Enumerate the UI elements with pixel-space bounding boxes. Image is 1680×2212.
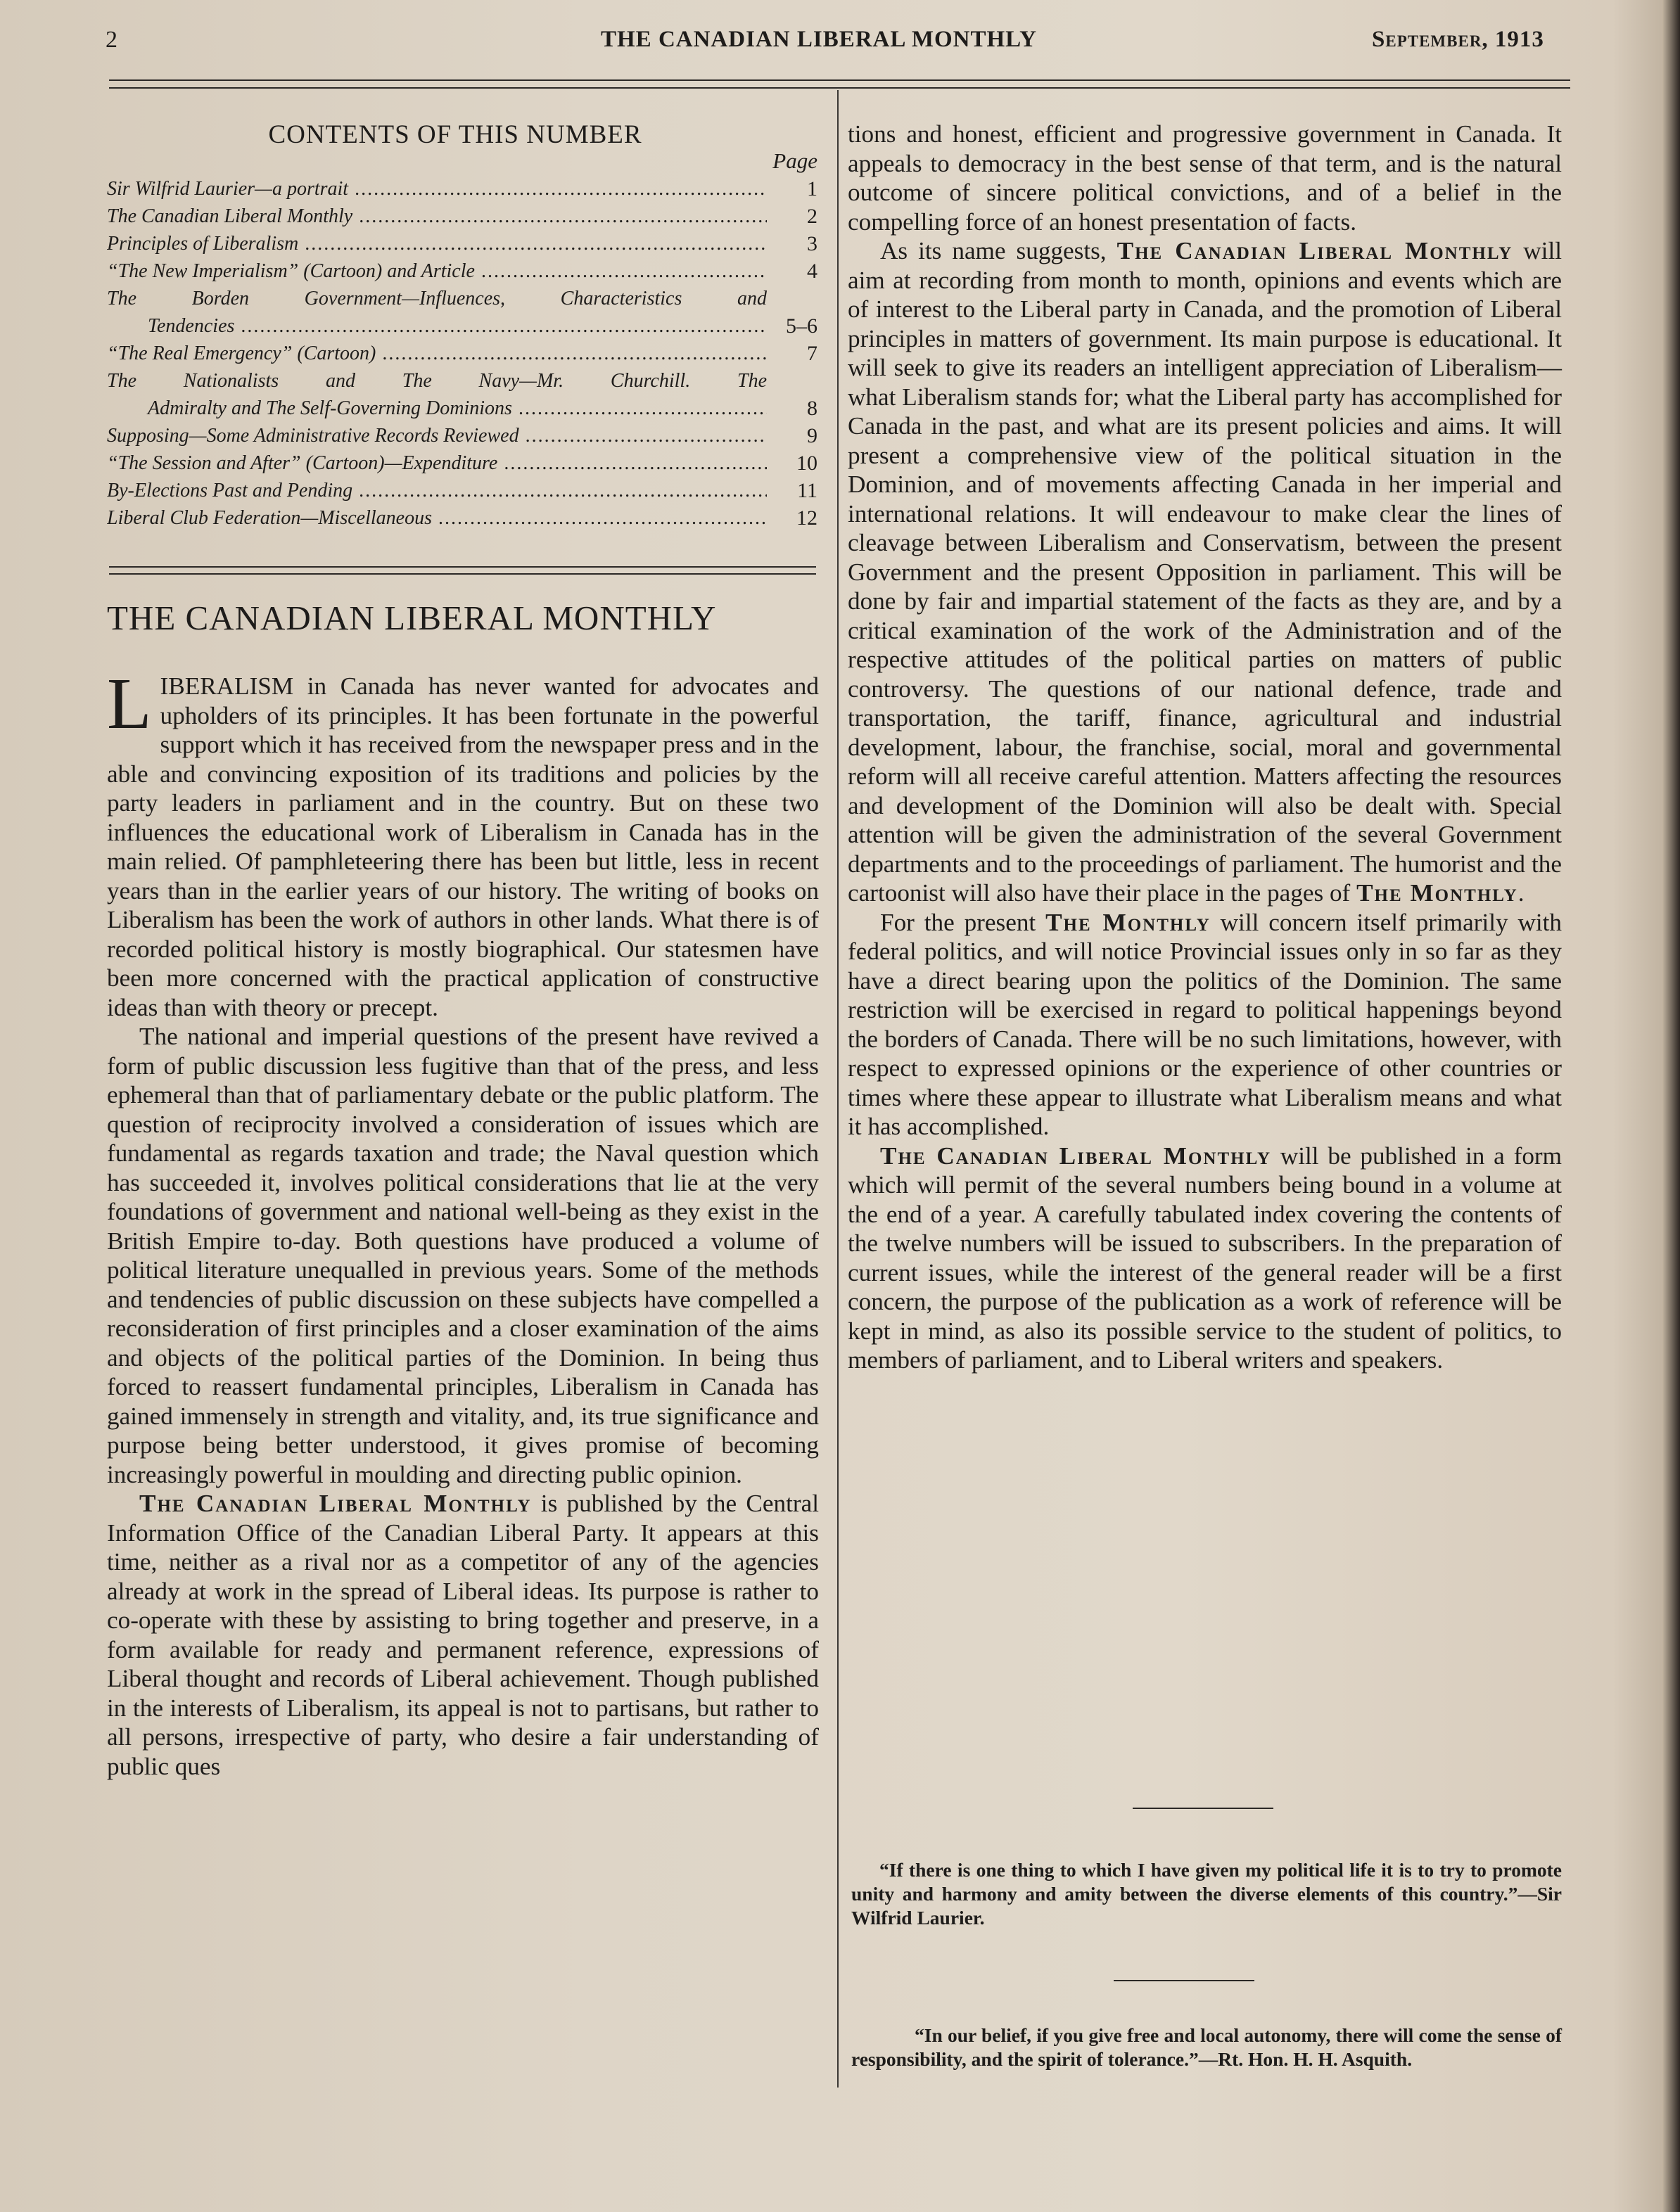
paragraph: The national and imperial questions of the present have revived a form of public discussion less fugitive than that of the press, and less ephemeral than that of parliamentary debate or the public platform. The question of reciprocity involved a consideration of issues which are fundamental as regards taxation and trade; the Naval question which has succeeded it, involves political considerations that lie at the very foundations of government and national well-being as they exist in the British Empire to-day. Both questions have produced a volume of political literature unequalled in previous years. Some of the methods and tendencies of public discussion on these subjects have compelled a reconsideration of first principles and a closer examination of the aims and objects of the political parties of the Dominion. In being thus forced to reassert fundamental principles, Liberalism in Canada has gained immensely in strength and vitality, and, its true significance and purpose being better understood, it gives promise of becoming increasingly powerful in moulding and directing public opinion. [107, 1023, 819, 1488]
paragraph: tions and honest, efficient and progressive government in Canada. It appeals to democracy in the best sense of that term, and is the natural outcome of sincere political convictions, and of a belief in the compelling force of an honest presentation of facts. [848, 120, 1562, 236]
drop-cap: L [107, 663, 152, 744]
paragraph: The Canadian Liberal Monthly will be published in a form which will permit of the several numbers being bound in a volume at the end of a year. A carefully tabulated index covering the contents of the twelve numbers will be issued to subscribers. In the preparation of current issues, while the interest of the general reader will be a first concern, the purpose of the publication as a work of reference will be kept in mind, as also its possible service to the student of politics, to members of parliament, and to Liberal writers and speakers. [848, 1142, 1562, 1374]
page-edge-shadow [1662, 0, 1680, 2212]
contents-heading: CONTENTS OF THIS NUMBER [268, 120, 642, 149]
paragraph: For the present The Monthly will concern itself primarily with federal politics, and will notice Provincial issues only in so far as they have a direct bearing upon the politics of the Dominion. The same restriction will be exercised in regard to political happenings beyond the borders of Canada. There will be no such limitations, however, with respect to expressed opinions or the experience of other countries or times where these appear to illustrate what Liberalism means and what it has accomplished. [848, 908, 1563, 1140]
paragraph: The Canadian Liberal Monthly is published by the Central Information Office of the Canadian Liberal Party. It appears at this time, neither as a rival nor as a competitor of any of the agencies already at work in the spread of Liberal ideas. Its purpose is rather to co-operate with these by assisting to bring together and preserve, in a form available for ready and permanent reference, expressions of Liberal thought and records of Liberal achievement. Though published in the interests of Liberalism, its appeal is not to partisans, but rather to all persons, irrespective of party, who desire a fair understanding of public ques [107, 1490, 819, 1780]
issue-date: September, 1913 [1372, 27, 1544, 52]
column-divider [837, 90, 839, 2088]
page-number: 2 [106, 27, 117, 53]
laurier-quote: “If there is one thing to which I have given my political life it is to try to promote unity and harmony and amity between the diverse elements of this country.”—Sir Wilfrid Laurier. [851, 1859, 1562, 1929]
right-column [848, 120, 1562, 1375]
contents-item: The Borden Government—Influences, Characteristics and Tendencies ..... 5–6 [107, 285, 817, 340]
contents-item: “The Session and After” (Cartoon)—Expenditure ..... 10 [107, 449, 817, 477]
contents-page-label: Page [772, 148, 817, 173]
article-title: THE CANADIAN LIBERAL MONTHLY [107, 599, 717, 637]
contents-item: Supposing—Some Administrative Records Reviewed ..... 9 [107, 422, 817, 449]
separator-rule [1133, 1808, 1273, 1809]
table-of-contents [107, 120, 817, 532]
contents-item: The Nationalists and The Navy—Mr. Churchill. The Admiralty and The Self-Governing Dominions ..... 8 [107, 367, 817, 422]
contents-rule [109, 566, 816, 568]
paragraph: As its name suggests, The Canadian Liberal Monthly will aim at recording from month to month, opinions and events which are of interest to the Liberal party in Canada, and the promotion of Liberal principles in matters of government. Its main purpose is educational. It will seek to give its readers an intelligent appreciation of Liberalism—what Liberalism stands for; what the Liberal party has accomplished for Canada in the past, and what are its present policies and aims. It will present a comprehensive view of the political situation in the Dominion, and of movements affecting Canada in her imperial and international relations. It will endeavour to make clear the lines of cleavage between Liberalism and Conservatism, between the present Government and the present Opposition in parliament. This will be done by fair and impartial statement of the facts as they are, and by a critical examination of the work of the Administration and of the respective attitudes of the political parties on matters of public controversy. The questions of our national defence, trade and transportation, the tariff, finance, agricultural and industrial development, labour, the franchise, social, moral and governmental reform will all receive careful attention. Matters affecting the resources and development of the Dominion will also be dealt with. Special attention will be given the administration of the several Government departments and to the proceedings of parliament. The humorist and the cartoonist will also have their place in the pages of The Monthly. [848, 237, 1563, 907]
contents-item: By-Elections Past and Pending ..... 11 [107, 477, 817, 504]
running-title: THE CANADIAN LIBERAL MONTHLY [601, 27, 1037, 52]
contents-item: Liberal Club Federation—Miscellaneous ..... 12 [107, 504, 817, 532]
paragraph: LIBERALISM in Canada has never wanted for advocates and upholders of its principles. It has been fortunate in the powerful support which it has received from the newspaper press and in the able and convincing exposition of its traditions and policies by the party leaders in parliament and in the country. But on these two influences the educational work of Liberalism in Canada has in the main relied. Of pamphleteering there has been but little, less in recent years than in the earlier years of our history. The writing of books on Liberalism has been the work of authors in other lands. What there is of recorded political history is mostly biographical. Our statesmen have been more concerned with the practical application of constructive ideas than with theory or precept. [107, 663, 819, 1021]
contents-rule-double [109, 573, 816, 575]
header-rule [109, 79, 1570, 81]
contents-item: Sir Wilfrid Laurier—a portrait ..... 1 [107, 175, 817, 203]
contents-item: “The Real Emergency” (Cartoon) ..... 7 [107, 340, 817, 367]
header-rule-double [109, 87, 1570, 89]
contents-item: The Canadian Liberal Monthly ..... 2 [107, 203, 817, 230]
asquith-quote: “In our belief, if you give free and local autonomy, there will come the sense of responsibility, and the spirit of tolerance.”—Rt. Hon. H. H. Asquith. [851, 2024, 1562, 2070]
contents-item: “The New Imperialism” (Cartoon) and Article ..... 4 [107, 257, 817, 285]
contents-item: Principles of Liberalism ..... 3 [107, 230, 817, 257]
separator-rule [1114, 1980, 1254, 1981]
left-column [107, 663, 819, 1781]
contents-list [107, 175, 817, 532]
